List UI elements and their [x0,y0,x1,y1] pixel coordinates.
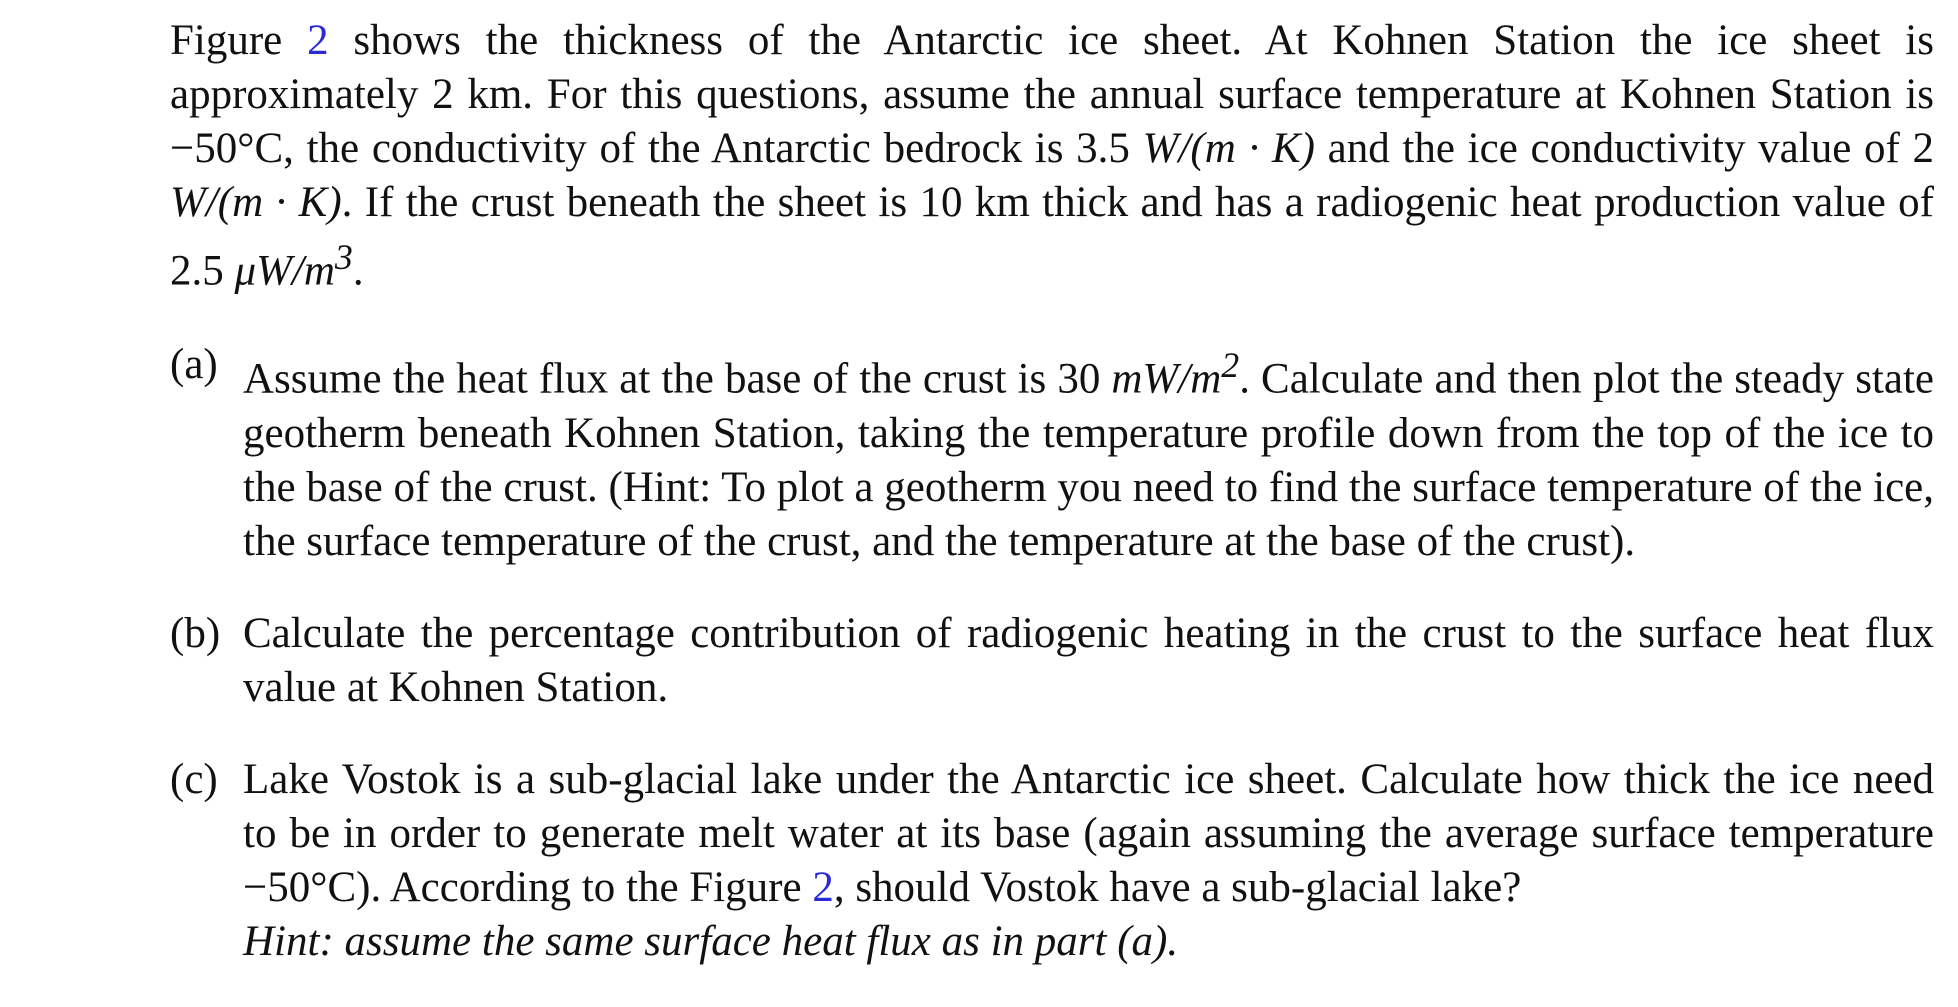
heat-production-value: 2.5 [170,247,224,295]
bedrock-conductivity-unit: W/(m · K) [1142,125,1315,172]
question-b-label: (b) [170,609,221,657]
intro-text-6: . [352,247,364,295]
question-a-text-1: Assume the heat flux at the base of the crust is [243,355,1058,403]
question-c [170,753,1934,969]
question-b-text: Calculate the percentage contribution of radiogenic heating in the crust to the surface heat flux value at Kohnen Station. [243,609,1934,711]
intro-paragraph [170,14,1934,298]
question-c-figure-2-link[interactable]: 2 [812,863,834,911]
question-a-text-2: . Calculate and then plot the steady state geotherm beneath Kohnen Station, taking the temperature profile down from the top of the ice to the base of the crust. (Hint: To plot a geotherm you need to find the surface temperature of the ice, the surface temperature of the crust, and the temperature at the base of the crust). [243,355,1934,565]
intro-text-1: Figure [170,17,308,64]
question-a [170,338,1934,568]
intro-text-4: and the ice conductivity value of 2 [1314,125,1935,172]
question-c-text-2: ). According to the Figure [356,863,813,911]
intro-text-3: , the conductivity of the Antarctic bedrock is [283,125,1077,172]
problem-document [170,14,1934,1007]
intro-text-2: shows the thickness of the Antarctic ice sheet. At Kohnen Station the ice sheet is approximately 2 km. For this questions, assume the annual surface temperature at Kohnen Station is [170,17,1934,118]
question-c-hint: Hint: assume the same surface heat flux as in part (a). [243,917,1179,965]
question-c-temperature: −50°C [243,863,357,911]
basal-heat-flux-value: 30 [1057,355,1101,403]
heat-production-unit: μW/m [234,247,335,295]
ice-conductivity-unit: W/(m · K) [170,179,342,226]
bedrock-conductivity-value: 3.5 [1076,125,1130,172]
question-c-text-3: , should Vostok have a sub-glacial lake? [833,863,1522,911]
basal-heat-flux-unit: mW/m [1111,355,1222,403]
question-b [170,607,1934,715]
figure-2-link[interactable]: 2 [307,17,329,64]
question-a-label: (a) [170,341,218,389]
intro-text-5: . If the crust beneath the sheet is 10 km thick and has a radiogenic heat production value of [341,179,1935,226]
question-list [170,338,1934,968]
heat-production-unit-exponent: 3 [334,237,353,277]
surface-temperature: −50°C [170,125,284,172]
question-c-label: (c) [170,755,218,803]
question-c-text-1: Lake Vostok is a sub-glacial lake under the Antarctic ice sheet. Calculate how thick the ice need to be in order to generate melt water at its base (again assuming the average surface temperature [243,755,1934,857]
basal-heat-flux-unit-exponent: 2 [1221,345,1240,386]
